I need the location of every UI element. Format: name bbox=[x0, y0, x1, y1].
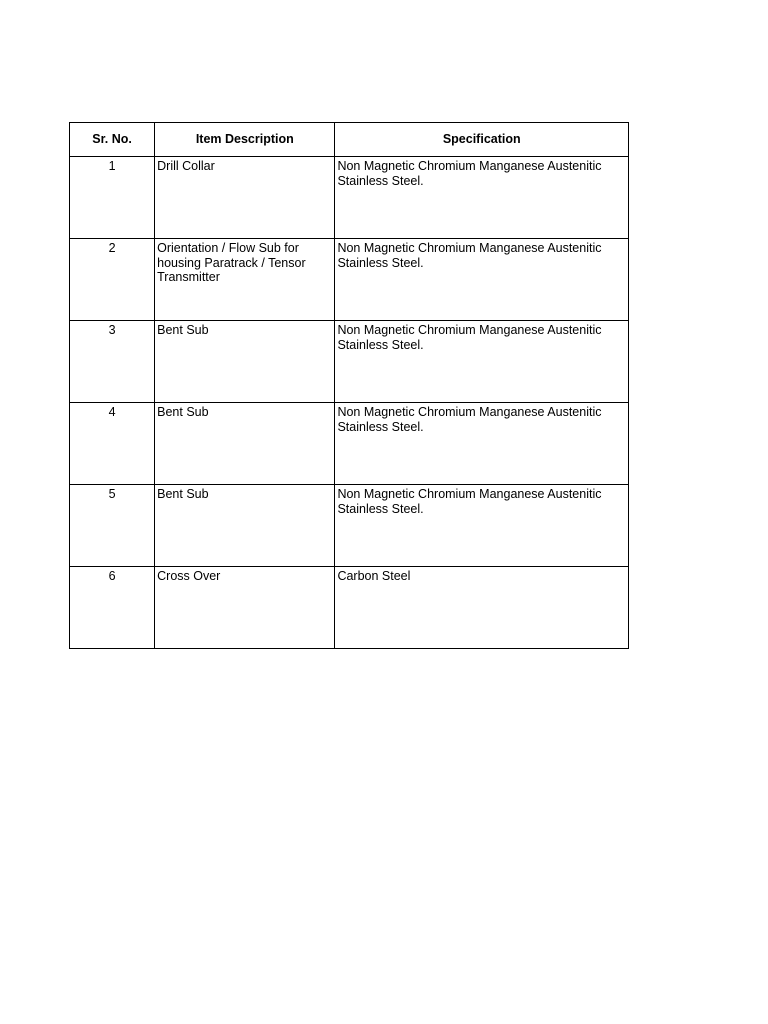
table-header bbox=[70, 123, 629, 157]
cell-item-description: Bent Sub bbox=[155, 485, 335, 567]
specification-table bbox=[69, 122, 629, 649]
header-sr-no: Sr. No. bbox=[70, 123, 155, 157]
table-row bbox=[70, 567, 629, 649]
cell-sr-no: 3 bbox=[70, 321, 155, 403]
cell-sr-no: 4 bbox=[70, 403, 155, 485]
table-row bbox=[70, 403, 629, 485]
cell-sr-no: 2 bbox=[70, 239, 155, 321]
header-item-description: Item Description bbox=[155, 123, 335, 157]
table-row bbox=[70, 239, 629, 321]
cell-sr-no: 5 bbox=[70, 485, 155, 567]
table-row bbox=[70, 485, 629, 567]
cell-specification: Non Magnetic Chromium Manganese Austenitic Stainless Steel. bbox=[335, 403, 629, 485]
cell-sr-no: 6 bbox=[70, 567, 155, 649]
cell-item-description: Orientation / Flow Sub for housing Paratrack / Tensor Transmitter bbox=[155, 239, 335, 321]
cell-specification: Non Magnetic Chromium Manganese Austenitic Stainless Steel. bbox=[335, 485, 629, 567]
table-body bbox=[70, 157, 629, 649]
table-row bbox=[70, 321, 629, 403]
table-row bbox=[70, 157, 629, 239]
cell-item-description: Bent Sub bbox=[155, 403, 335, 485]
cell-specification: Carbon Steel bbox=[335, 567, 629, 649]
header-specification: Specification bbox=[335, 123, 629, 157]
cell-specification: Non Magnetic Chromium Manganese Austenitic Stainless Steel. bbox=[335, 157, 629, 239]
cell-specification: Non Magnetic Chromium Manganese Austenitic Stainless Steel. bbox=[335, 321, 629, 403]
header-row bbox=[70, 123, 629, 157]
cell-item-description: Drill Collar bbox=[155, 157, 335, 239]
cell-sr-no: 1 bbox=[70, 157, 155, 239]
cell-item-description: Bent Sub bbox=[155, 321, 335, 403]
cell-specification: Non Magnetic Chromium Manganese Austenitic Stainless Steel. bbox=[335, 239, 629, 321]
cell-item-description: Cross Over bbox=[155, 567, 335, 649]
